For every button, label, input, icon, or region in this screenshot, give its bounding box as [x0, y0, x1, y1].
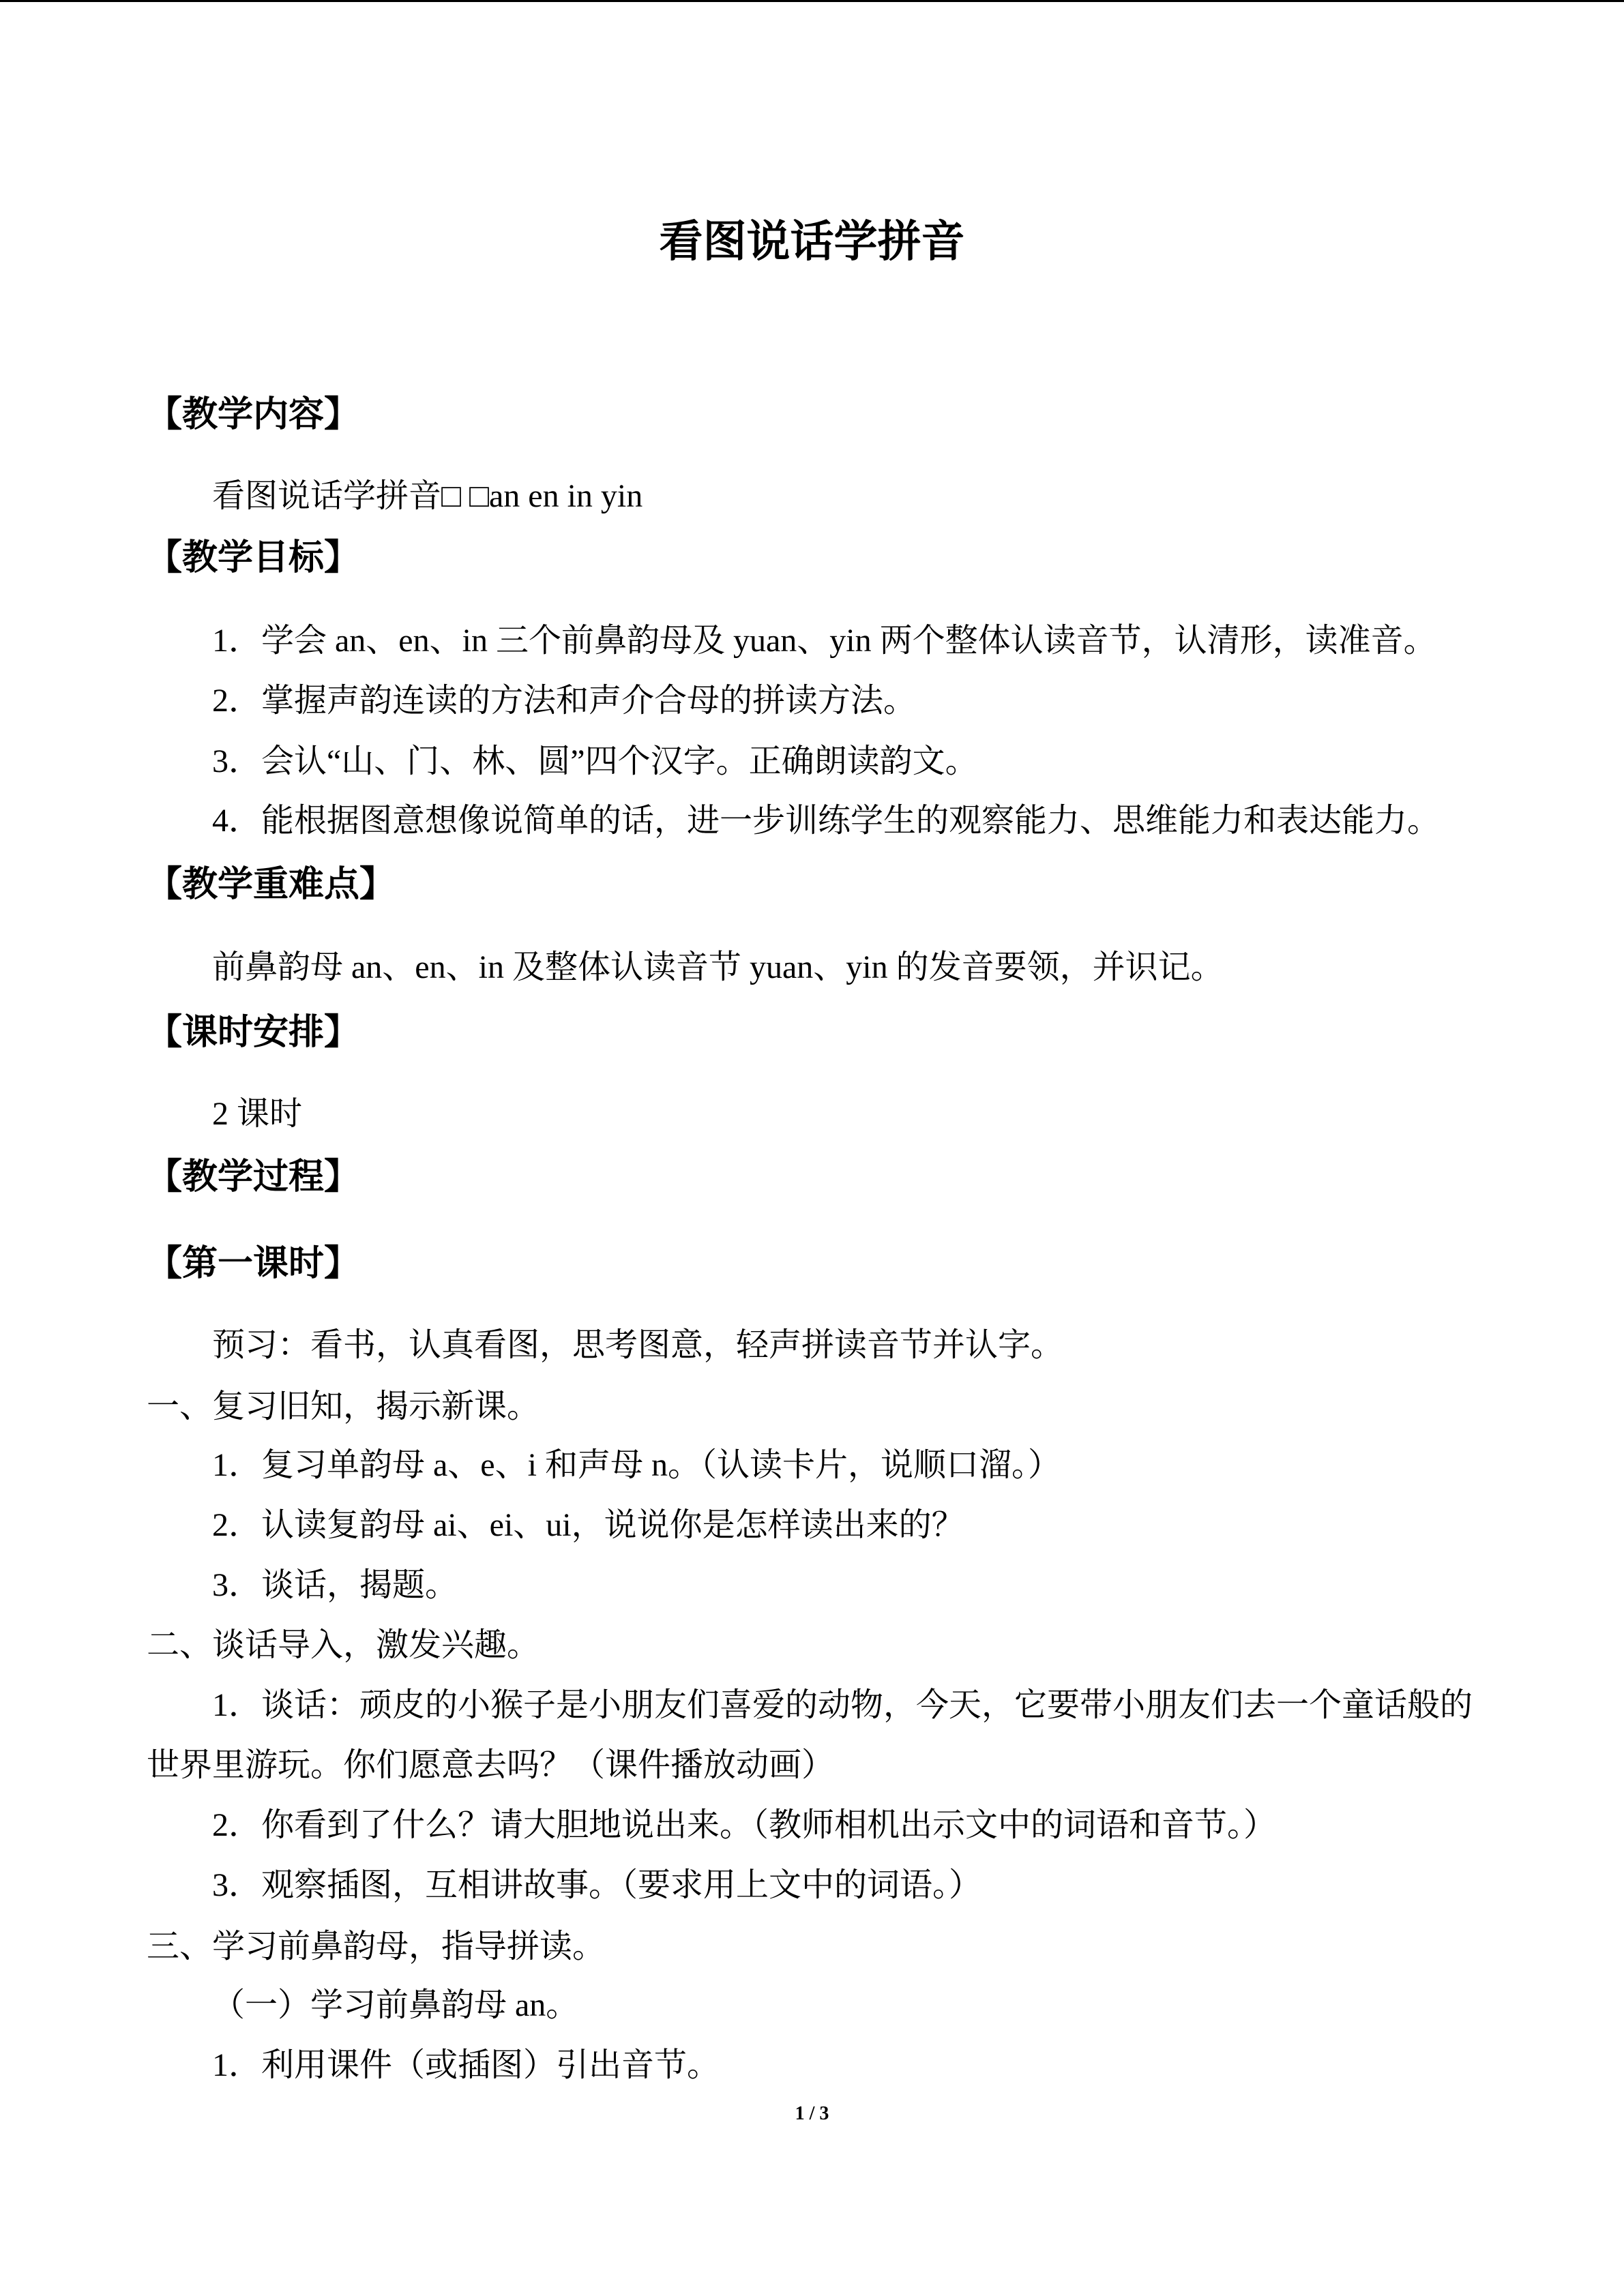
- step-item: 3．谈话，揭题。: [212, 1567, 458, 1603]
- schedule-text: 2 课时: [212, 1096, 303, 1132]
- step-item: 3．观察插图，互相讲故事。（要求用上文中的词语。）: [212, 1867, 982, 1903]
- step-item: 2．认读复韵母 ai、ei、ui，说说你是怎样读出来的？: [212, 1507, 964, 1543]
- teaching-content-text: 看图说话学拼音□ □an en in yin: [212, 478, 643, 514]
- step-item-continuation: 世界里游玩。你们愿意去吗？（课件播放动画）: [147, 1747, 835, 1783]
- heading-schedule: 【课时安排】: [147, 1013, 360, 1052]
- step-item: 2．你看到了什么？请大胆地说出来。（教师相机出示文中的词语和音节。）: [212, 1807, 1277, 1843]
- preview-text: 预习：看书，认真看图，思考图意，轻声拼读音节并认字。: [212, 1327, 1064, 1363]
- heading-key-points: 【教学重难点】: [147, 865, 396, 904]
- page-number: 1 / 3: [795, 2103, 829, 2124]
- goal-item: 4．能根据图意想像说简单的话，进一步训练学生的观察能力、思维能力和表达能力。: [212, 803, 1441, 839]
- step-title: 一、复习旧知，揭示新课。: [147, 1388, 540, 1425]
- step-item: 1．利用课件（或插图）引出音节。: [212, 2047, 720, 2083]
- goal-item: 2．掌握声韵连读的方法和声介合母的拼读方法。: [212, 683, 917, 719]
- document-title: 看图说话学拼音: [659, 217, 965, 266]
- key-points-text: 前鼻韵母 an、en、in 及整体认读音节 yuan、yin 的发音要领，并识记。: [212, 949, 1224, 985]
- step-subsection: （一）学习前鼻韵母 an。: [212, 1987, 579, 2023]
- heading-teaching-goals: 【教学目标】: [147, 538, 360, 578]
- heading-teaching-content: 【教学内容】: [147, 395, 360, 434]
- step-title: 二、谈话导入，激发兴趣。: [147, 1627, 540, 1663]
- goal-item: 1．学会 an、en、in 三个前鼻韵母及 yuan、yin 两个整体认读音节，认清形，读准音。: [212, 623, 1436, 659]
- heading-lesson-one: 【第一课时】: [147, 1244, 360, 1283]
- step-item: 1．谈话：顽皮的小猴子是小朋友们喜爱的动物，今天，它要带小朋友们去一个童话般的: [212, 1687, 1473, 1723]
- goal-item: 3．会认“山、门、林、圆”四个汉字。正确朗读韵文。: [212, 743, 978, 779]
- step-title: 三、学习前鼻韵母，指导拼读。: [147, 1928, 606, 1965]
- page-top-edge: [0, 0, 1624, 2]
- heading-teaching-process: 【教学过程】: [147, 1157, 360, 1197]
- step-item: 1．复习单韵母 a、e、i 和声母 n。（认读卡片，说顺口溜。）: [212, 1447, 1061, 1483]
